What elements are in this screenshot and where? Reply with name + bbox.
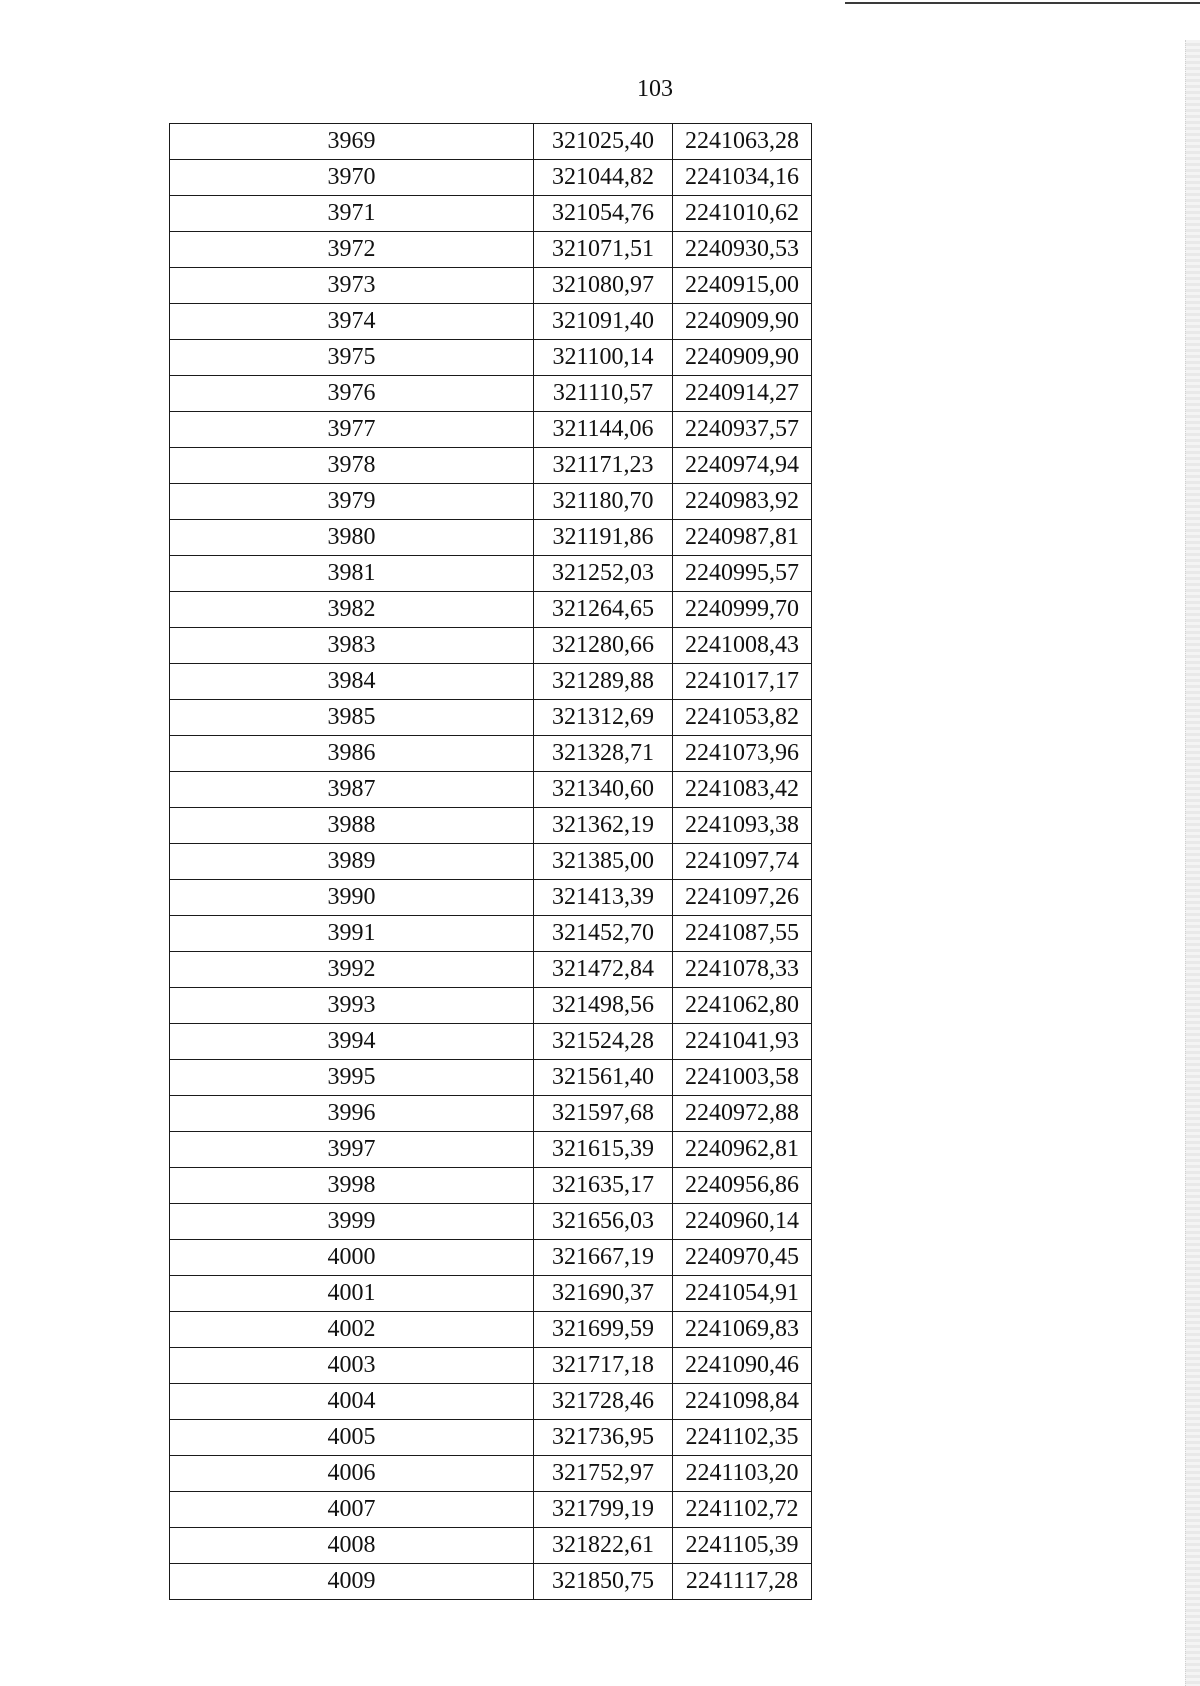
x-coordinate-cell: 321264,65: [534, 592, 673, 628]
table-row: [170, 160, 812, 196]
point-number-cell: 3997: [170, 1132, 534, 1168]
table-row: [170, 1276, 812, 1312]
table-row: [170, 700, 812, 736]
table-row: [170, 772, 812, 808]
table-row: [170, 124, 812, 160]
table-row: [170, 376, 812, 412]
table-row: [170, 448, 812, 484]
point-number-cell: 4008: [170, 1528, 534, 1564]
y-coordinate-cell: 2240974,94: [673, 448, 812, 484]
table-row: [170, 1024, 812, 1060]
y-coordinate-cell: 2241102,35: [673, 1420, 812, 1456]
x-coordinate-cell: 321561,40: [534, 1060, 673, 1096]
table-row: [170, 1348, 812, 1384]
point-number-cell: 3999: [170, 1204, 534, 1240]
y-coordinate-cell: 2241103,20: [673, 1456, 812, 1492]
point-number-cell: 3972: [170, 232, 534, 268]
table-row: [170, 916, 812, 952]
y-coordinate-cell: 2241105,39: [673, 1528, 812, 1564]
y-coordinate-cell: 2241008,43: [673, 628, 812, 664]
table-row: [170, 196, 812, 232]
y-coordinate-cell: 2240956,86: [673, 1168, 812, 1204]
y-coordinate-cell: 2241117,28: [673, 1564, 812, 1600]
y-coordinate-cell: 2241010,62: [673, 196, 812, 232]
point-number-cell: 3974: [170, 304, 534, 340]
table-row: [170, 1132, 812, 1168]
point-number-cell: 4001: [170, 1276, 534, 1312]
x-coordinate-cell: 321025,40: [534, 124, 673, 160]
y-coordinate-cell: 2241090,46: [673, 1348, 812, 1384]
table-row: [170, 1312, 812, 1348]
point-number-cell: 3975: [170, 340, 534, 376]
point-number-cell: 3978: [170, 448, 534, 484]
x-coordinate-cell: 321191,86: [534, 520, 673, 556]
point-number-cell: 3969: [170, 124, 534, 160]
x-coordinate-cell: 321312,69: [534, 700, 673, 736]
x-coordinate-cell: 321597,68: [534, 1096, 673, 1132]
y-coordinate-cell: 2241102,72: [673, 1492, 812, 1528]
x-coordinate-cell: 321799,19: [534, 1492, 673, 1528]
point-number-cell: 3973: [170, 268, 534, 304]
table-row: [170, 1060, 812, 1096]
x-coordinate-cell: 321752,97: [534, 1456, 673, 1492]
point-number-cell: 4004: [170, 1384, 534, 1420]
point-number-cell: 3981: [170, 556, 534, 592]
table-row: [170, 556, 812, 592]
x-coordinate-cell: 321850,75: [534, 1564, 673, 1600]
x-coordinate-cell: 321100,14: [534, 340, 673, 376]
x-coordinate-cell: 321340,60: [534, 772, 673, 808]
table-row: [170, 1528, 812, 1564]
table-row: [170, 1204, 812, 1240]
y-coordinate-cell: 2241093,38: [673, 808, 812, 844]
y-coordinate-cell: 2240962,81: [673, 1132, 812, 1168]
table-row: [170, 1384, 812, 1420]
x-coordinate-cell: 321822,61: [534, 1528, 673, 1564]
point-number-cell: 3985: [170, 700, 534, 736]
y-coordinate-cell: 2241083,42: [673, 772, 812, 808]
point-number-cell: 3984: [170, 664, 534, 700]
table-row: [170, 1096, 812, 1132]
table-row: [170, 628, 812, 664]
y-coordinate-cell: 2240937,57: [673, 412, 812, 448]
point-number-cell: 3996: [170, 1096, 534, 1132]
x-coordinate-cell: 321071,51: [534, 232, 673, 268]
point-number-cell: 3970: [170, 160, 534, 196]
table-row: [170, 1168, 812, 1204]
x-coordinate-cell: 321736,95: [534, 1420, 673, 1456]
x-coordinate-cell: 321699,59: [534, 1312, 673, 1348]
table-row: [170, 1564, 812, 1600]
x-coordinate-cell: 321080,97: [534, 268, 673, 304]
x-coordinate-cell: 321091,40: [534, 304, 673, 340]
x-coordinate-cell: 321362,19: [534, 808, 673, 844]
y-coordinate-cell: 2241054,91: [673, 1276, 812, 1312]
x-coordinate-cell: 321615,39: [534, 1132, 673, 1168]
page-number: 103: [637, 76, 673, 102]
x-coordinate-cell: 321728,46: [534, 1384, 673, 1420]
point-number-cell: 3989: [170, 844, 534, 880]
y-coordinate-cell: 2241062,80: [673, 988, 812, 1024]
y-coordinate-cell: 2241097,74: [673, 844, 812, 880]
point-number-cell: 4000: [170, 1240, 534, 1276]
x-coordinate-cell: 321690,37: [534, 1276, 673, 1312]
point-number-cell: 4002: [170, 1312, 534, 1348]
y-coordinate-cell: 2241053,82: [673, 700, 812, 736]
y-coordinate-cell: 2240914,27: [673, 376, 812, 412]
table-row: [170, 1240, 812, 1276]
point-number-cell: 4006: [170, 1456, 534, 1492]
point-number-cell: 3993: [170, 988, 534, 1024]
y-coordinate-cell: 2240995,57: [673, 556, 812, 592]
x-coordinate-cell: 321252,03: [534, 556, 673, 592]
y-coordinate-cell: 2240915,00: [673, 268, 812, 304]
y-coordinate-cell: 2240999,70: [673, 592, 812, 628]
y-coordinate-cell: 2241017,17: [673, 664, 812, 700]
point-number-cell: 3998: [170, 1168, 534, 1204]
table-row: [170, 592, 812, 628]
y-coordinate-cell: 2241098,84: [673, 1384, 812, 1420]
x-coordinate-cell: 321171,23: [534, 448, 673, 484]
x-coordinate-cell: 321044,82: [534, 160, 673, 196]
y-coordinate-cell: 2241087,55: [673, 916, 812, 952]
table-row: [170, 232, 812, 268]
point-number-cell: 3971: [170, 196, 534, 232]
y-coordinate-cell: 2241069,83: [673, 1312, 812, 1348]
top-edge-rule: [845, 2, 1200, 4]
x-coordinate-cell: 321413,39: [534, 880, 673, 916]
point-number-cell: 3987: [170, 772, 534, 808]
point-number-cell: 3982: [170, 592, 534, 628]
x-coordinate-cell: 321452,70: [534, 916, 673, 952]
y-coordinate-cell: 2241063,28: [673, 124, 812, 160]
table-row: [170, 952, 812, 988]
table-row: [170, 988, 812, 1024]
point-number-cell: 4003: [170, 1348, 534, 1384]
table-row: [170, 520, 812, 556]
point-number-cell: 3990: [170, 880, 534, 916]
x-coordinate-cell: 321635,17: [534, 1168, 673, 1204]
table-row: [170, 1492, 812, 1528]
x-coordinate-cell: 321180,70: [534, 484, 673, 520]
x-coordinate-cell: 321656,03: [534, 1204, 673, 1240]
point-number-cell: 3992: [170, 952, 534, 988]
y-coordinate-cell: 2241097,26: [673, 880, 812, 916]
scan-right-edge: [1185, 40, 1200, 1686]
x-coordinate-cell: 321054,76: [534, 196, 673, 232]
y-coordinate-cell: 2240909,90: [673, 304, 812, 340]
y-coordinate-cell: 2241034,16: [673, 160, 812, 196]
point-number-cell: 3995: [170, 1060, 534, 1096]
table-row: [170, 484, 812, 520]
y-coordinate-cell: 2240970,45: [673, 1240, 812, 1276]
x-coordinate-cell: 321110,57: [534, 376, 673, 412]
coordinates-table: [169, 123, 812, 1600]
table-row: [170, 268, 812, 304]
x-coordinate-cell: 321280,66: [534, 628, 673, 664]
table-row: [170, 844, 812, 880]
x-coordinate-cell: 321524,28: [534, 1024, 673, 1060]
coordinates-table-body: [170, 124, 812, 1600]
x-coordinate-cell: 321717,18: [534, 1348, 673, 1384]
x-coordinate-cell: 321289,88: [534, 664, 673, 700]
y-coordinate-cell: 2240972,88: [673, 1096, 812, 1132]
point-number-cell: 3979: [170, 484, 534, 520]
table-row: [170, 1420, 812, 1456]
y-coordinate-cell: 2240960,14: [673, 1204, 812, 1240]
x-coordinate-cell: 321385,00: [534, 844, 673, 880]
point-number-cell: 3994: [170, 1024, 534, 1060]
y-coordinate-cell: 2241073,96: [673, 736, 812, 772]
table-row: [170, 1456, 812, 1492]
y-coordinate-cell: 2240930,53: [673, 232, 812, 268]
table-row: [170, 880, 812, 916]
point-number-cell: 3983: [170, 628, 534, 664]
point-number-cell: 3988: [170, 808, 534, 844]
point-number-cell: 4009: [170, 1564, 534, 1600]
point-number-cell: 3991: [170, 916, 534, 952]
point-number-cell: 3986: [170, 736, 534, 772]
table-row: [170, 340, 812, 376]
point-number-cell: 4007: [170, 1492, 534, 1528]
x-coordinate-cell: 321328,71: [534, 736, 673, 772]
y-coordinate-cell: 2241078,33: [673, 952, 812, 988]
point-number-cell: 4005: [170, 1420, 534, 1456]
y-coordinate-cell: 2240983,92: [673, 484, 812, 520]
x-coordinate-cell: 321498,56: [534, 988, 673, 1024]
point-number-cell: 3976: [170, 376, 534, 412]
point-number-cell: 3980: [170, 520, 534, 556]
y-coordinate-cell: 2240909,90: [673, 340, 812, 376]
point-number-cell: 3977: [170, 412, 534, 448]
y-coordinate-cell: 2241041,93: [673, 1024, 812, 1060]
table-row: [170, 664, 812, 700]
table-row: [170, 808, 812, 844]
y-coordinate-cell: 2240987,81: [673, 520, 812, 556]
table-row: [170, 412, 812, 448]
x-coordinate-cell: 321144,06: [534, 412, 673, 448]
table-row: [170, 304, 812, 340]
x-coordinate-cell: 321472,84: [534, 952, 673, 988]
y-coordinate-cell: 2241003,58: [673, 1060, 812, 1096]
x-coordinate-cell: 321667,19: [534, 1240, 673, 1276]
table-row: [170, 736, 812, 772]
